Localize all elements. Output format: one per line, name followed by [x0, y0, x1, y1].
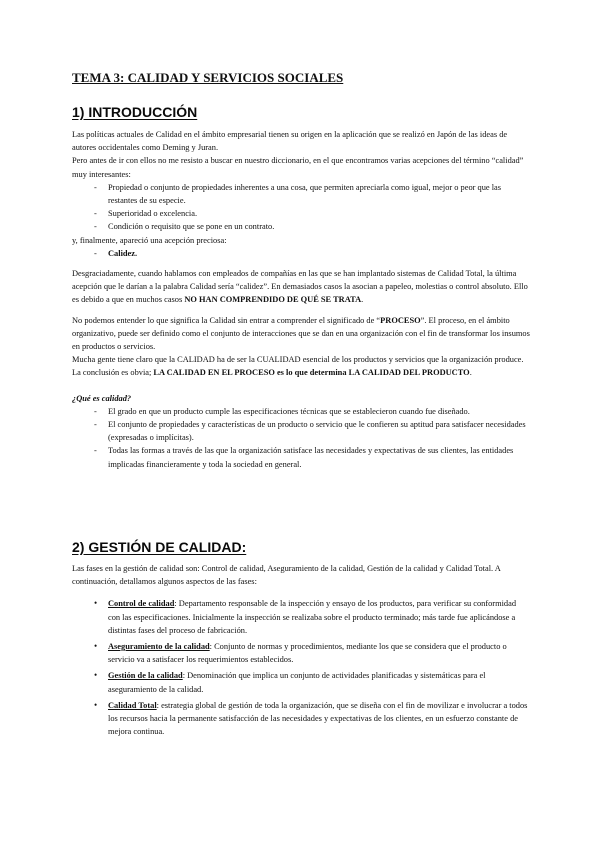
section-heading-introduccion — [72, 104, 197, 120]
term: Control de calidad — [108, 599, 175, 609]
list-item: • Calidad Total: estrategia global de gestión de toda la organización, que se diseña con el fin de movilizar e involucrar a todos los recursos hacia la permanente satisfacción de las necesidades y expectativas de los clientes, en un esfuerzo constante de mejora continua. — [72, 699, 530, 739]
paragraph: y, finalmente, apareció una acepción preciosa: — [72, 235, 227, 245]
definition-list — [72, 181, 530, 234]
subheading-question — [72, 392, 530, 405]
list-item: - Todas las formas a través de las que la organización satisface las necesidades y expectativas de sus clientes, las entidades implicadas financieramente y toda la sociedad en general. — [72, 444, 530, 470]
paragraph: Mucha gente tiene claro que la CALIDAD ha de ser la CUALIDAD esencial de los productos y servicios que la organización produce. — [72, 355, 524, 365]
list-item: - Condición o requisito que se pone en un contrato. — [72, 220, 530, 233]
section-body-introduccion — [72, 128, 530, 471]
document-title: TEMA 3: CALIDAD Y SERVICIOS SOCIALES — [72, 70, 344, 85]
term: Gestión de la calidad — [108, 671, 183, 681]
list-item: • Control de calidad: Departamento responsable de la inspección y ensayo de los productos, para verificar su conformidad con las especificaciones. Inicialmente la inspección se realizaba sobre el producto terminado; más tarde fue aplicándose a distintas fases del proceso de fabricación. — [72, 597, 530, 637]
paragraph: Las fases en la gestión de calidad son: Control de calidad, Aseguramiento de la calidad, Gestión de la calidad y Calidad Total. A continuación, detallamos algunos aspectos de las fases: — [72, 564, 501, 587]
section-heading-gestion — [72, 539, 246, 555]
list-item: - El grado en que un producto cumple las especificaciones técnicas que se establecieron cuando fue diseñado. — [72, 405, 530, 418]
question-text: ¿Qué es calidad? — [72, 393, 132, 403]
section-heading-text: 1) INTRODUCCIÓN — [72, 104, 198, 120]
list-item-text: Calidez. — [108, 248, 138, 258]
definition-list — [72, 247, 530, 260]
section-heading-text: 2) GESTIÓN DE CALIDAD: — [72, 539, 247, 555]
term: Calidad Total — [108, 700, 157, 710]
list-item — [72, 247, 530, 260]
list-item: • Gestión de la calidad: Denominación que implica un conjunto de actividades planificadas y sistemáticas para el aseguramiento de la calidad. — [72, 669, 530, 695]
list-item: • Aseguramiento de la calidad: Conjunto de normas y procedimientos, mediante los que se considera que el producto o servicio va a satisfacer los requerimientos establecidos. — [72, 640, 530, 666]
paragraph: No podemos entender lo que significa la Calidad sin entrar a comprender el significado de “PROCESO”. El proceso, en el ámbito organizativo, puede ser definido como el conjunto de interacciones que se dan en una organización con el fin de transformar los insumos en productos o servicios. — [72, 315, 530, 352]
definition-list — [72, 405, 530, 471]
list-item: - El conjunto de propiedades y características de un producto o servicio que le confieren su aptitud para satisfacer necesidades (expresadas o implícitas). — [72, 418, 530, 444]
paragraph: Pero antes de ir con ellos no me resisto a buscar en nuestro diccionario, en el que encontramos varias acepciones del término “calidad” muy interesantes: — [72, 156, 524, 179]
emphasis: PROCESO — [380, 315, 421, 325]
paragraph: Las políticas actuales de Calidad en el ámbito empresarial tienen su origen en la aplicación que se realizó en Japón de las ideas de autores occidentales como Deming y Juran. — [72, 130, 508, 153]
paragraph: La conclusión es obvia; LA CALIDAD EN EL PROCESO es lo que determina LA CALIDAD DEL PRODUCTO. — [72, 368, 472, 378]
emphasis: NO HAN COMPRENDIDO DE QUÉ SE TRATA — [184, 295, 362, 305]
list-item: - Superioridad o excelencia. — [72, 207, 530, 220]
section-body-gestion — [72, 562, 530, 741]
phases-list — [72, 597, 530, 738]
term: Aseguramiento de la calidad — [108, 642, 210, 652]
list-item: - Propiedad o conjunto de propiedades inherentes a una cosa, que permiten apreciarla como igual, mejor o peor que las restantes de su especie. — [72, 181, 530, 207]
emphasis: LA CALIDAD EN EL PROCESO es lo que determina LA CALIDAD DEL PRODUCTO — [153, 368, 470, 378]
paragraph: Desgraciadamente, cuando hablamos con empleados de compañías en las que se han implantado sistemas de Calidad Total, la última acepción que le darían a la palabra Calidad sería “calidez”. En demasiados casos la asocian a papeleo, molestias o control absoluto. Ello es debido a que en muchos casos NO HAN COMPRENDIDO DE QUÉ SE TRATA. — [72, 269, 528, 305]
